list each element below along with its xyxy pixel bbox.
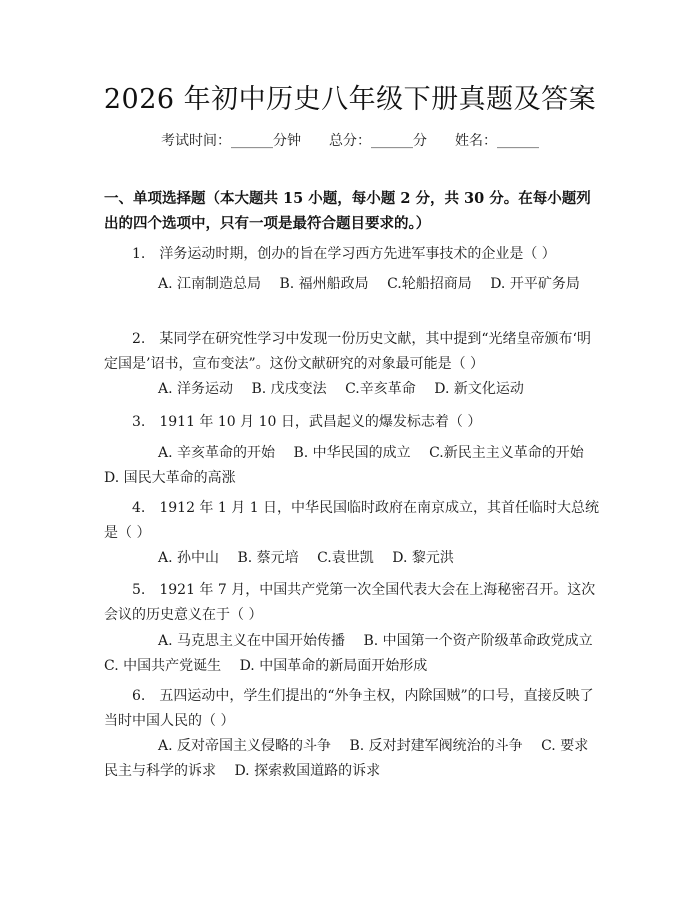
question-4-stem: 4. 1912 年 1 月 1 日，中华民国临时政府在南京成立，其首任临时大总统是（ ）	[104, 500, 600, 541]
question-4-options: A. 孙中山 B. 蔡元培 C.袁世凯 D. 黎元洪	[158, 550, 454, 566]
question-2-stem: 2. 某同学在研究性学习中发现一份历史文献，其中提到“光绪皇帝颁布‘明定国是’诏书，宣布变法”。这份文献研究的对象最可能是（ ）	[104, 331, 591, 372]
question-6-stem: 6. 五四运动中，学生们提出的“外争主权，内除国贼”的口号，直接反映了当时中国人民的（ ）	[104, 688, 594, 729]
exam-time-field: 考试时间：______分钟	[161, 133, 301, 149]
question-5-stem: 5. 1921 年 7 月，中国共产党第一次全国代表大会在上海秘密召开。这次会议的历史意义在于（ ）	[104, 582, 596, 623]
question-5-options: A. 马克思主义在中国开始传播 B. 中国第一个资产阶级革命政党成立 C. 中国共产党诞生 D. 中国革命的新局面开始形成	[104, 633, 593, 674]
question-6-options: A. 反对帝国主义侵略的斗争 B. 反对封建军阀统治的斗争 C. 要求民主与科学的诉求 D. 探索救国道路的诉求	[104, 738, 589, 779]
question-2-options: A. 洋务运动 B. 戊戌变法 C.辛亥革命 D. 新文化运动	[158, 381, 524, 397]
question-1-options: A. 江南制造总局 B. 福州船政局 C.轮船招商局 D. 开平矿务局	[158, 276, 580, 292]
question-3-stem: 3. 1911 年 10 月 10 日，武昌起义的爆发标志着（ ）	[132, 414, 482, 430]
page-title: 2026 年初中历史八年级下册真题及答案	[103, 84, 597, 115]
question-1-stem: 1. 洋务运动时期，创办的旨在学习西方先进军事技术的企业是（ ）	[132, 246, 556, 262]
student-name-field: 姓名：______	[455, 133, 539, 149]
question-3-options: A. 辛亥革命的开始 B. 中华民国的成立 C.新民主主义革命的开始 D. 国民大革命的高涨	[104, 445, 584, 486]
exam-info-line	[0, 131, 700, 151]
section-heading: 一、单项选择题（本大题共 15 小题，每小题 2 分，共 30 分。在每小题列出的四个选项中，只有一项是最符合题目要求的。）	[104, 190, 591, 232]
total-score-field: 总分：______分	[329, 133, 427, 149]
